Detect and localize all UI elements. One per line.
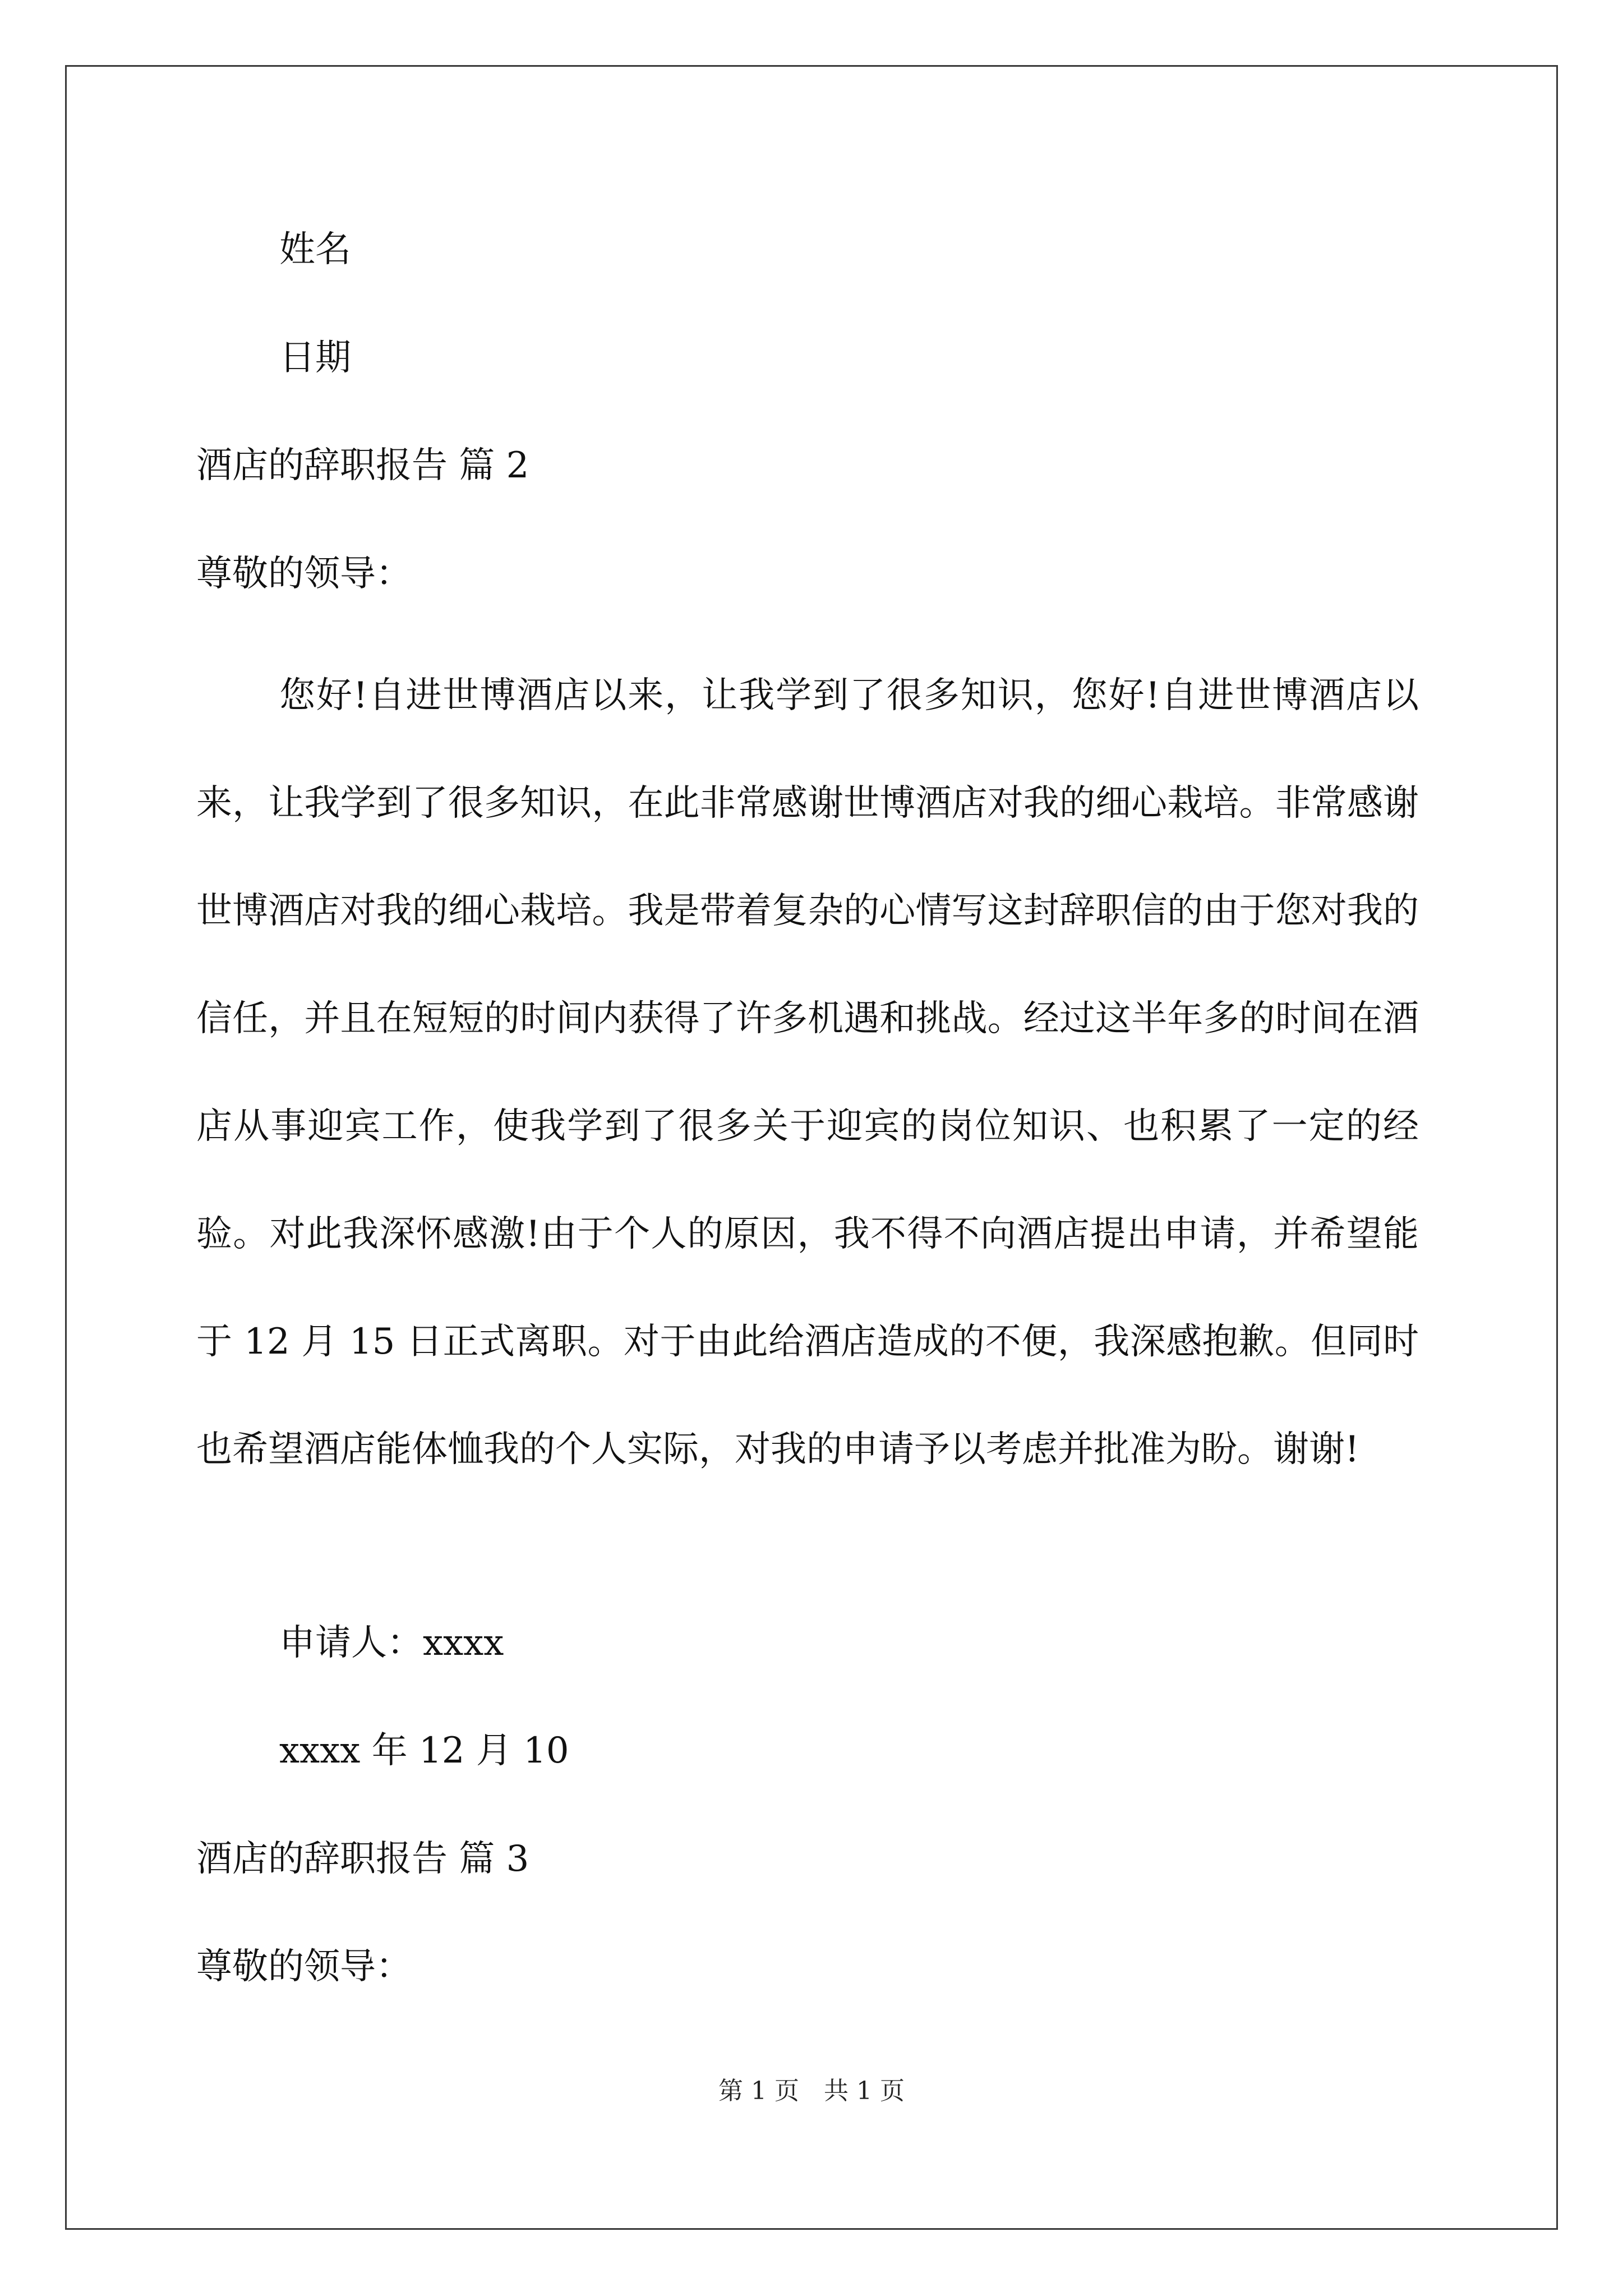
applicant-line: 申请人：xxxx <box>279 1622 504 1664</box>
salutation-3: 尊敬的领导： <box>196 1946 412 1987</box>
section-title-2: 酒店的辞职报告 篇 2 <box>196 445 529 486</box>
date-label: 日期 <box>279 337 351 379</box>
page-footer: 第 1 页 共 1 页 <box>718 2077 905 2105</box>
letter-body-2: 您好!自进世博酒店以来，让我学到了很多知识，您好!自进世博酒店以来，让我学到了很多知识，在此非常感谢世博酒店对我的细心栽培。非常感谢世博酒店对我的细心栽培。我是带着复杂的心情写这封辞职信的由于您对我的信任，并且在短短的时间内获得了许多机遇和挑战。经过这半年多的时间在酒店从事迎宾工作，使我学到了很多关于迎宾的岗位知识、也积累了一定的经验。对此我深怀感激!由于个人的原因，我不得不向酒店提出申请，并希望能于 12 月 15 日正式离职。对于由此给酒店造成的不便，我深感抱歉。但同时也希望酒店能体恤我的个人实际，对我的申请予以考虑并批准为盼。谢谢! <box>196 675 1419 1470</box>
section-title-3: 酒店的辞职报告 篇 3 <box>196 1838 529 1880</box>
salutation-2: 尊敬的领导： <box>196 553 412 595</box>
name-label: 姓名 <box>279 229 351 270</box>
letter-date: xxxx 年 12 月 10 <box>279 1730 569 1772</box>
